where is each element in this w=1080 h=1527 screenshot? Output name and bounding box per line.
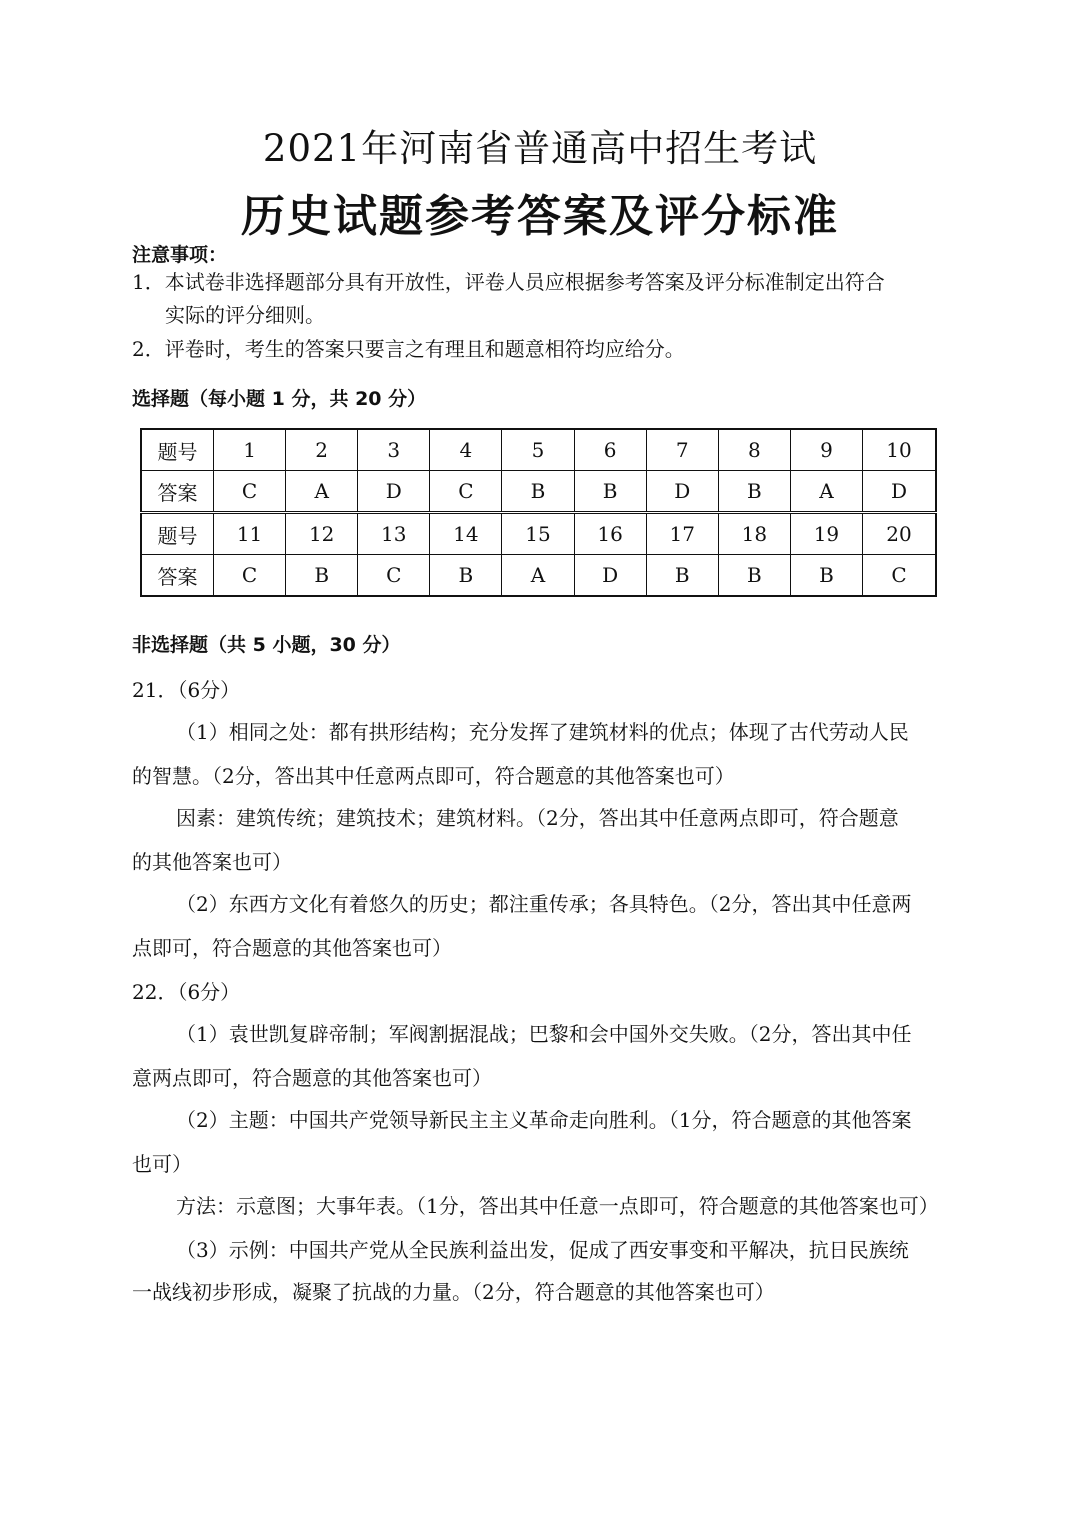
table-cell: B <box>502 471 574 513</box>
table-cell: 10 <box>862 429 936 471</box>
table-cell: 19 <box>790 513 862 555</box>
table-cell: 6 <box>574 429 646 471</box>
table-cell: 18 <box>718 513 790 555</box>
table-cell: 7 <box>646 429 718 471</box>
answer-line: 一战线初步形成，凝聚了抗战的力量。（2分，符合题意的其他答案也可） <box>132 1280 775 1304</box>
notice-item-1-line-2: 实际的评分细则。 <box>165 303 325 327</box>
table-row-numbers-2 <box>141 513 936 555</box>
table-cell: D <box>862 471 936 513</box>
table-cell: 11 <box>214 513 286 555</box>
answer-line: 也可） <box>132 1152 192 1176</box>
mc-section-heading: 选择题（每小题 1 分，共 20 分） <box>132 388 427 410</box>
q21-heading: 21．（6分） <box>132 678 241 702</box>
page-title: 2021年河南省普通高中招生考试 <box>262 127 818 170</box>
table-cell: B <box>286 555 358 597</box>
answer-line: 因素：建筑传统；建筑技术；建筑材料。（2分，答出其中任意两点即可，符合题意 <box>176 806 899 830</box>
notice-item-2: 2．评卷时，考生的答案只要言之有理且和题意相符均应给分。 <box>132 337 685 361</box>
table-cell: 15 <box>502 513 574 555</box>
table-row-numbers-1 <box>141 429 936 471</box>
table-cell: C <box>430 471 502 513</box>
table-cell: C <box>358 555 430 597</box>
table-cell: 2 <box>286 429 358 471</box>
row-label-answer: 答案 <box>141 471 214 513</box>
table-cell: 20 <box>862 513 936 555</box>
table-row-answers-1 <box>141 471 936 513</box>
answer-table <box>140 428 937 597</box>
table-cell: 9 <box>790 429 862 471</box>
notice-heading: 注意事项： <box>132 244 228 266</box>
table-cell: A <box>502 555 574 597</box>
q22-heading: 22．（6分） <box>132 980 241 1004</box>
table-cell: C <box>862 555 936 597</box>
table-cell: 13 <box>358 513 430 555</box>
table-row-answers-2 <box>141 555 936 597</box>
table-cell: B <box>790 555 862 597</box>
table-cell: 4 <box>430 429 502 471</box>
table-cell: 14 <box>430 513 502 555</box>
table-cell: 5 <box>502 429 574 471</box>
answer-line: 点即可，符合题意的其他答案也可） <box>132 936 452 960</box>
table-cell: A <box>286 471 358 513</box>
row-label-question: 题号 <box>141 429 214 471</box>
answer-line: 的智慧。（2分，答出其中任意两点即可，符合题意的其他答案也可） <box>132 764 735 788</box>
answer-line: （2）主题：中国共产党领导新民主主义革命走向胜利。（1分，符合题意的其他答案 <box>176 1108 912 1132</box>
answer-line: （3）示例：中国共产党从全民族利益出发，促成了西安事变和平解决，抗日民族统 <box>176 1238 909 1262</box>
table-cell: 8 <box>718 429 790 471</box>
table-cell: 1 <box>214 429 286 471</box>
table-cell: B <box>430 555 502 597</box>
table-cell: B <box>646 555 718 597</box>
notice-item-1-line-1: 1．本试卷非选择题部分具有开放性，评卷人员应根据参考答案及评分标准制定出符合 <box>132 270 885 294</box>
answer-line: （1）袁世凯复辟帝制；军阀割据混战；巴黎和会中国外交失败。（2分，答出其中任 <box>176 1022 912 1046</box>
table-cell: 17 <box>646 513 718 555</box>
table-cell: C <box>214 471 286 513</box>
table-cell: 16 <box>574 513 646 555</box>
answer-line: 方法：示意图；大事年表。（1分，答出其中任意一点即可，符合题意的其他答案也可） <box>176 1194 939 1218</box>
nonmc-section-heading: 非选择题（共 5 小题，30 分） <box>132 634 401 656</box>
table-cell: B <box>718 471 790 513</box>
row-label-question: 题号 <box>141 513 214 555</box>
answer-line: 的其他答案也可） <box>132 850 292 874</box>
page-subtitle: 历史试题参考答案及评分标准 <box>241 191 839 242</box>
table-cell: D <box>574 555 646 597</box>
answer-line: （2）东西方文化有着悠久的历史；都注重传承；各具特色。（2分，答出其中任意两 <box>176 892 912 916</box>
answer-line: （1）相同之处：都有拱形结构；充分发挥了建筑材料的优点；体现了古代劳动人民 <box>176 720 909 744</box>
table-cell: A <box>790 471 862 513</box>
table-cell: B <box>574 471 646 513</box>
table-cell: 3 <box>358 429 430 471</box>
row-label-answer: 答案 <box>141 555 214 597</box>
table-cell: D <box>646 471 718 513</box>
table-cell: B <box>718 555 790 597</box>
table-cell: 12 <box>286 513 358 555</box>
answer-line: 意两点即可，符合题意的其他答案也可） <box>132 1066 492 1090</box>
table-cell: C <box>214 555 286 597</box>
table-cell: D <box>358 471 430 513</box>
